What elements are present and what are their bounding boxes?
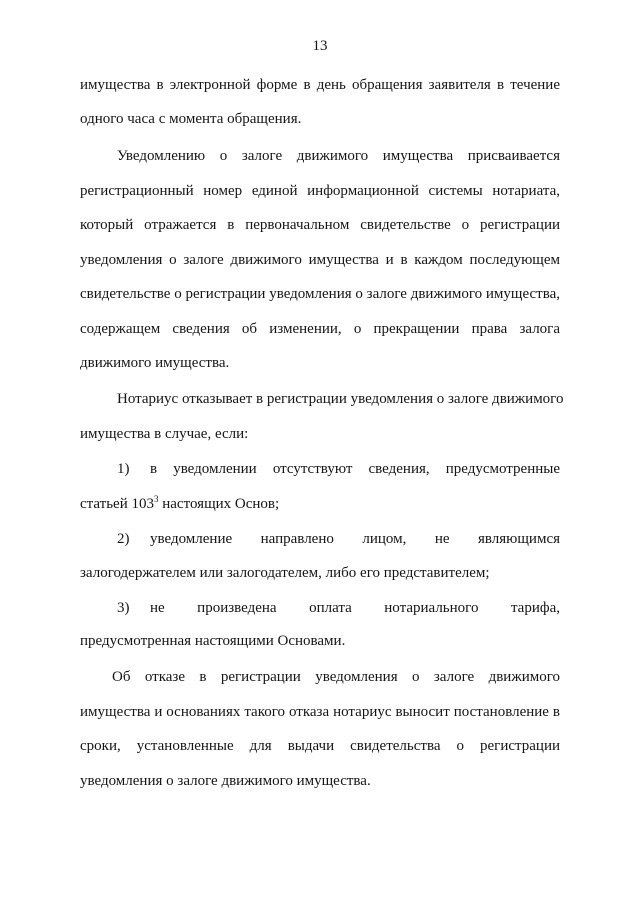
paragraph-3-line-1: Нотариус отказывает в регистрации уведомления о залоге движимого [117,391,564,407]
paragraph-2-line-3: который отражается в первоначальном свидетельстве о регистрации [80,217,560,233]
list-item-text: не произведена оплата нотариального тарифа, [150,600,560,616]
list-item-continuation: предусмотренная настоящими Основами. [80,633,346,649]
paragraph-4-line-2: имущества и основаниях такого отказа нотариус выносит постановление в [80,704,560,720]
list-item-continuation: залогодержателем или залогодателем, либо его представителем; [80,565,490,581]
list-item-marker: 2) [117,531,130,547]
paragraph-1-line-1: имущества в электронной форме в день обращения заявителя в течение [80,77,560,93]
list-item-text: уведомление направлено лицом, не являющимся [150,531,560,547]
list-item-marker: 1) [117,461,130,477]
list-item-marker: 3) [117,600,130,616]
page-number: 13 [312,38,328,54]
superscript-index: 3 [154,494,159,504]
paragraph-1-line-2: одного часа с момента обращения. [80,111,302,127]
paragraph-3-line-2: имущества в случае, если: [80,426,249,442]
list-item-continuation: статьей $103^3$ настоящих Основ; [80,494,280,512]
list-item-text: в уведомлении отсутствуют сведения, предусмотренные [150,461,560,477]
paragraph-2-line-5: свидетельстве о регистрации уведомления о залоге движимого имущества, [80,286,560,302]
paragraph-2-line-6: содержащем сведения об изменении, о прекращении права залога [80,321,560,337]
paragraph-2-line-7: движимого имущества. [80,355,230,371]
paragraph-4-line-3: сроки, установленные для выдачи свидетельства о регистрации [80,738,560,754]
paragraph-2-line-2: регистрационный номер единой информационной системы нотариата, [80,183,560,199]
paragraph-2-line-1: Уведомлению о залоге движимого имущества присваивается [117,148,560,164]
paragraph-4-line-1: Об отказе в регистрации уведомления о залоге движимого [112,669,560,685]
paragraph-2-line-4: уведомления о залоге движимого имущества и в каждом последующем [80,252,560,268]
paragraph-4-line-4: уведомления о залоге движимого имущества. [80,773,371,789]
